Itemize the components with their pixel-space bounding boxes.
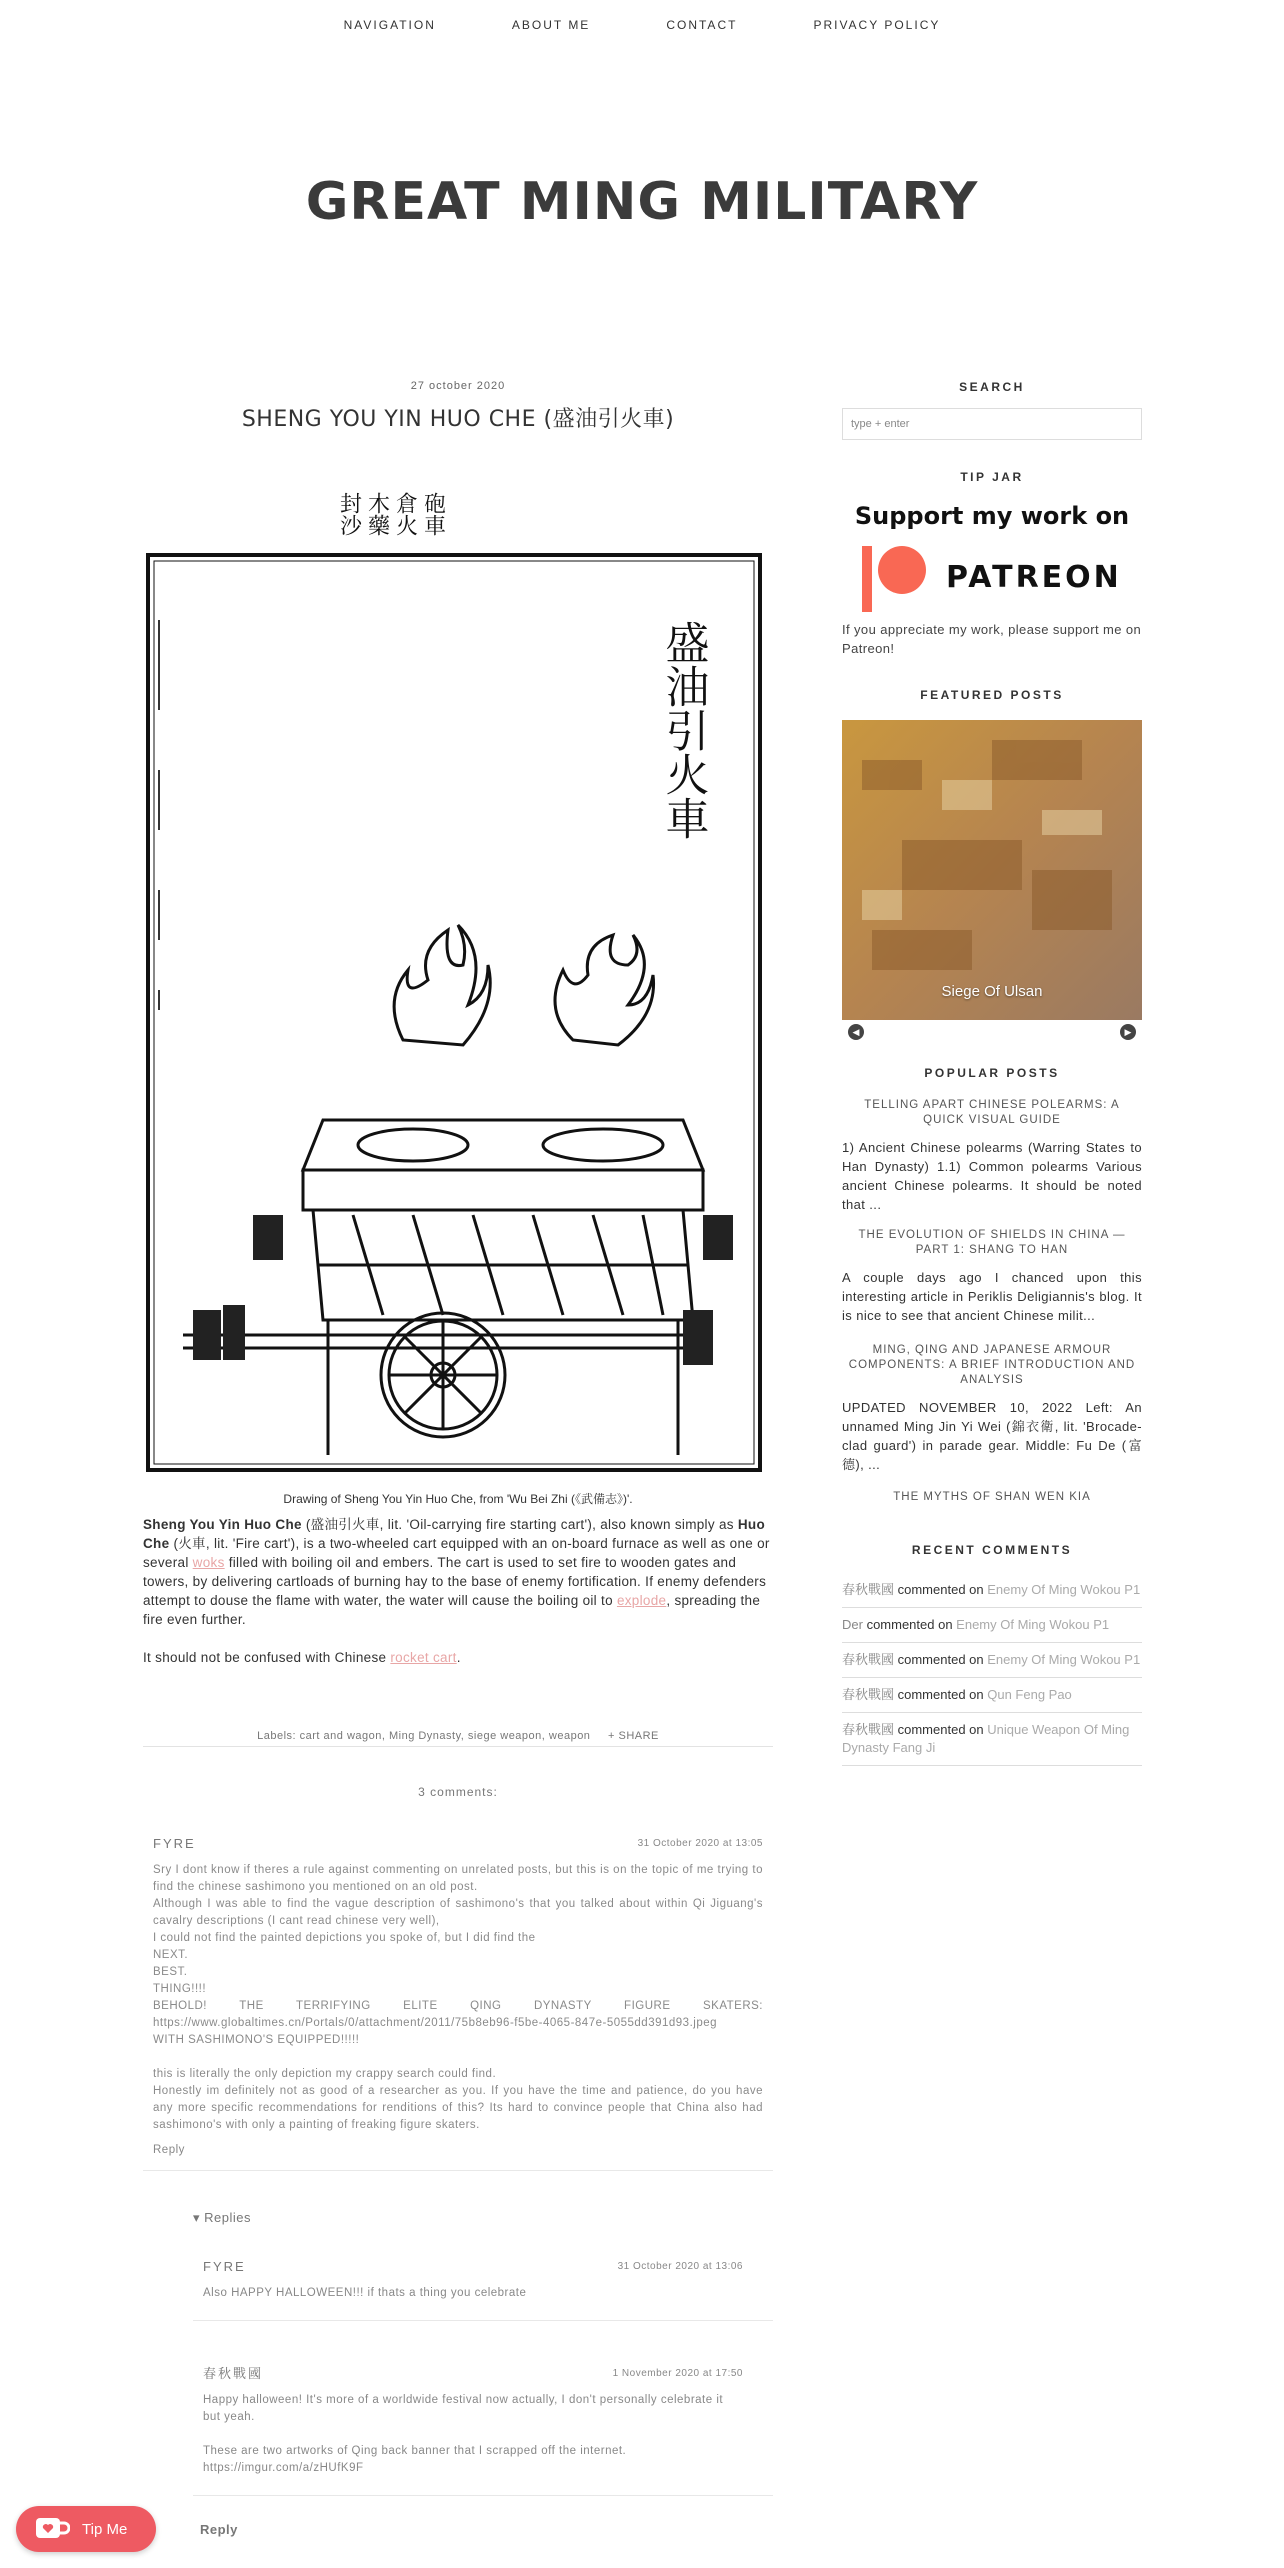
recent-comment-author[interactable]: 春秋戰國 bbox=[842, 1582, 895, 1597]
figure-char-col: 砲車 bbox=[420, 492, 446, 536]
replies-block bbox=[193, 2210, 773, 2226]
recent-comment-author[interactable]: 春秋戰國 bbox=[842, 1652, 895, 1667]
coffee-cup-icon bbox=[34, 2516, 70, 2542]
body-text: (火車, lit. 'Fire cart'), is a two-wheeled cart equipped with an on-board furnace as well as one or several bbox=[143, 1536, 770, 1570]
comment-link[interactable]: https://imgur.com/a/zHUfK9F bbox=[203, 2462, 364, 2474]
recent-comment-item bbox=[842, 1608, 1142, 1643]
post-column bbox=[143, 380, 773, 2474]
reply-link[interactable]: Reply bbox=[153, 2144, 185, 2156]
comment-line bbox=[203, 2426, 743, 2443]
patreon-note: If you appreciate my work, please support me on Patreon! bbox=[842, 622, 1142, 656]
search-input[interactable] bbox=[842, 408, 1142, 440]
comment-author[interactable]: 春秋戰國 bbox=[203, 2366, 264, 2381]
comment-line: I could not find the painted depictions you spoke of, but I did find the bbox=[153, 1932, 536, 1944]
recent-comment-verb: commented on bbox=[894, 1722, 988, 1737]
term-sheng-you: Sheng You Yin Huo Che bbox=[143, 1517, 302, 1532]
figure-char-col: 封沙 bbox=[336, 492, 362, 536]
carousel-prev-icon[interactable]: ◀ bbox=[848, 1024, 864, 1040]
patreon-wordmark: PATREON bbox=[946, 560, 1122, 595]
figure-title-vertical: 盛油引火車 bbox=[657, 620, 709, 840]
recent-comment-post[interactable]: Qun Feng Pao bbox=[987, 1687, 1072, 1702]
nav-contact[interactable]: CONTACT bbox=[666, 18, 738, 32]
comment-author[interactable]: FYRE bbox=[203, 2259, 246, 2274]
recent-comment-post[interactable]: Unique Weapon Of Ming Dynasty Fang Ji bbox=[842, 1722, 1130, 1755]
replies-toggle-label: Replies bbox=[204, 2210, 251, 2225]
recent-comment-author[interactable]: 春秋戰國 bbox=[842, 1722, 895, 1737]
recent-comment-item bbox=[842, 1713, 1142, 1766]
post-labels bbox=[143, 1730, 773, 1747]
body-text: It should not be confused with Chinese bbox=[143, 1650, 391, 1665]
comment-line: Honestly im definitely not as good of a researcher as you. If you have the time and patience, do you have any more specific recommendations for renditions of this? Its hard to convince people that China also had sashimono's with only a painting of freaking figure skaters. bbox=[153, 2085, 763, 2131]
popular-post-title[interactable]: THE MYTHS OF SHAN WEN KIA bbox=[893, 1491, 1091, 1503]
comment-line: Sry I dont know if theres a rule against commenting on unrelated posts, but this is on the topic of me trying to find the chinese sashimono you mentioned on an old post. bbox=[153, 1864, 763, 1893]
popular-post-title[interactable]: TELLING APART CHINESE POLEARMS: A QUICK VISUAL GUIDE bbox=[864, 1099, 1120, 1126]
patreon-banner[interactable] bbox=[842, 502, 1142, 612]
share-button[interactable]: + SHARE bbox=[608, 1730, 659, 1742]
popular-post-title[interactable]: MING, QING AND JAPANESE ARMOUR COMPONENTS: A BRIEF INTRODUCTION AND ANALYSIS bbox=[848, 1344, 1136, 1386]
comment-line: WITH SASHIMONO'S EQUIPPED!!!!! bbox=[153, 2034, 360, 2046]
recent-comment-author[interactable]: 春秋戰國 bbox=[842, 1687, 895, 1702]
comment-line: These are two artworks of Qing back banner that I scrapped off the internet. bbox=[203, 2445, 627, 2457]
link-woks[interactable]: woks bbox=[192, 1555, 225, 1570]
recent-comment-item bbox=[842, 1643, 1142, 1678]
recent-comment-verb: commented on bbox=[894, 1687, 988, 1702]
recent-comment-post[interactable]: Enemy Of Ming Wokou P1 bbox=[987, 1652, 1141, 1667]
figure-char-col: 倉火 bbox=[392, 492, 418, 536]
comment bbox=[153, 1835, 763, 2159]
body-text: . bbox=[456, 1650, 461, 1665]
nav-navigation[interactable]: NAVIGATION bbox=[343, 18, 436, 32]
post-illustration[interactable] bbox=[143, 470, 773, 1482]
comment-date[interactable]: 31 October 2020 at 13:05 bbox=[637, 1838, 763, 1849]
link-rocket-cart[interactable]: rocket cart bbox=[390, 1650, 457, 1665]
carousel-nav bbox=[842, 1024, 1142, 1048]
tipjar-heading: TIP JAR bbox=[960, 470, 1024, 484]
term-huo-che: Huo Che bbox=[143, 1517, 766, 1551]
recent-comment-post[interactable]: Enemy Of Ming Wokou P1 bbox=[956, 1617, 1110, 1632]
post-title: SHENG YOU YIN HUO CHE (盛油引火車) bbox=[241, 407, 675, 432]
comments-count: 3 comments: bbox=[418, 1785, 498, 1799]
reply-button[interactable]: Reply bbox=[200, 2522, 238, 2537]
patreon-tagline: Support my work on bbox=[854, 502, 1130, 530]
recent-comment-verb: commented on bbox=[862, 1617, 957, 1632]
divider bbox=[193, 2320, 773, 2321]
comment-line: Also HAPPY HALLOWEEN!!! if thats a thing you celebrate bbox=[203, 2287, 527, 2299]
popular-post-snippet: 1) Ancient Chinese polearms (Warring States to Han Dynasty) 1.1) Common polearms Various ancient Chinese polearms. It should be noted that ... bbox=[842, 1140, 1142, 1212]
recent-comment-verb: commented on bbox=[894, 1582, 988, 1597]
comment-date[interactable]: 1 November 2020 at 17:50 bbox=[612, 2368, 743, 2379]
figure-caption: Drawing of Sheng You Yin Huo Che, from 'Wu Bei Zhi (《武備志》)'. bbox=[283, 1492, 633, 1506]
recent-comment-post[interactable]: Enemy Of Ming Wokou P1 bbox=[987, 1582, 1141, 1597]
patreon-logo-icon bbox=[862, 546, 932, 612]
reply-comment bbox=[203, 2258, 743, 2302]
popular-post-snippet: UPDATED NOVEMBER 10, 2022 Left: An unnamed Ming Jin Yi Wei (錦衣衛, lit. 'Brocade-clad guard') in parade gear. Middle: Fu De (富德), ... bbox=[842, 1400, 1142, 1472]
recent-comment-item bbox=[842, 1678, 1142, 1713]
tip-me-button[interactable] bbox=[16, 2506, 156, 2552]
recent-comments-heading: RECENT COMMENTS bbox=[911, 1543, 1073, 1557]
popular-post-snippet: A couple days ago I chanced upon this interesting article in Periklis Deligiannis's blog. It is nice to see that ancient Chinese milit... bbox=[842, 1270, 1142, 1323]
comment-line bbox=[153, 2049, 763, 2066]
comment-line: this is literally the only depiction my crappy search could find. bbox=[153, 2068, 497, 2080]
featured-post-image[interactable] bbox=[842, 720, 1142, 1020]
divider bbox=[143, 2170, 773, 2171]
comment-line: BEST. bbox=[153, 1966, 188, 1978]
comment-date[interactable]: 31 October 2020 at 13:06 bbox=[617, 2261, 743, 2272]
post-body bbox=[143, 1515, 773, 1667]
replies-toggle[interactable]: ▾ Replies bbox=[193, 2210, 251, 2225]
search-heading: SEARCH bbox=[959, 380, 1025, 394]
featured-heading: FEATURED POSTS bbox=[920, 688, 1064, 702]
popular-post-title[interactable]: THE EVOLUTION OF SHIELDS IN CHINA — PART 1: SHANG TO HAN bbox=[858, 1229, 1126, 1256]
labels-list[interactable]: Labels: cart and wagon, Ming Dynasty, siege weapon, weapon bbox=[257, 1730, 591, 1742]
recent-comment-item bbox=[842, 1573, 1142, 1608]
comment-line: Happy halloween! It's more of a worldwide festival now actually, I don't personally celebrate it but yeah. bbox=[203, 2394, 724, 2423]
site-title[interactable]: GREAT MING MILITARY bbox=[305, 172, 979, 232]
link-explode[interactable]: explode bbox=[616, 1593, 667, 1608]
search-placeholder: type + enter bbox=[851, 418, 910, 430]
body-text: (盛油引火車, lit. 'Oil-carrying fire starting cart'), also known simply as bbox=[301, 1517, 738, 1532]
popular-heading: POPULAR POSTS bbox=[924, 1066, 1060, 1080]
tip-me-label: Tip Me bbox=[82, 2520, 128, 2538]
comment-line: NEXT. bbox=[153, 1949, 189, 1961]
recent-comment-author[interactable]: Der bbox=[842, 1617, 863, 1632]
reply-comment bbox=[203, 2365, 743, 2477]
figure-char-col: 木藥 bbox=[364, 492, 390, 536]
featured-post-title[interactable]: Siege Of Ulsan bbox=[941, 983, 1043, 1000]
top-navigation bbox=[0, 18, 1284, 32]
comment-line: Although I was able to find the vague description of sashimono's that you talked about within Qi Jiguang's cavalry descriptions (I cant read chinese very well), bbox=[153, 1898, 763, 1927]
post-date: 27 october 2020 bbox=[410, 380, 506, 392]
comment-line: BEHOLD! THE TERRIFYING ELITE QING DYNASTY FIGURE SKATERS: https://www.globaltimes.cn/Portals/0/attachment/2011/75b8eb96-f5be-4065-847e-5055dd391d93.jpeg bbox=[153, 2000, 763, 2029]
body-text: filled with boiling oil and embers. The cart is used to set fire to wooden gates and towers, by delivering cartloads of burning hay to the base of enemy fortification. If enemy defenders attempt to douse the flame with water, the water will cause the boiling oil to bbox=[143, 1555, 767, 1608]
carousel-next-icon[interactable]: ▶ bbox=[1120, 1024, 1136, 1040]
recent-comment-verb: commented on bbox=[894, 1652, 988, 1667]
comment-text bbox=[153, 1862, 763, 2134]
body-text: , spreading the fire even further. bbox=[143, 1593, 761, 1627]
sidebar bbox=[842, 380, 1142, 1766]
recent-comments-list bbox=[842, 1573, 1142, 1766]
divider bbox=[193, 2495, 773, 2496]
comment-line: THING!!!! bbox=[153, 1983, 207, 1995]
nav-about-me[interactable]: ABOUT ME bbox=[511, 18, 591, 32]
comment-author[interactable]: FYRE bbox=[153, 1836, 196, 1851]
nav-privacy-policy[interactable]: PRIVACY POLICY bbox=[813, 18, 941, 32]
